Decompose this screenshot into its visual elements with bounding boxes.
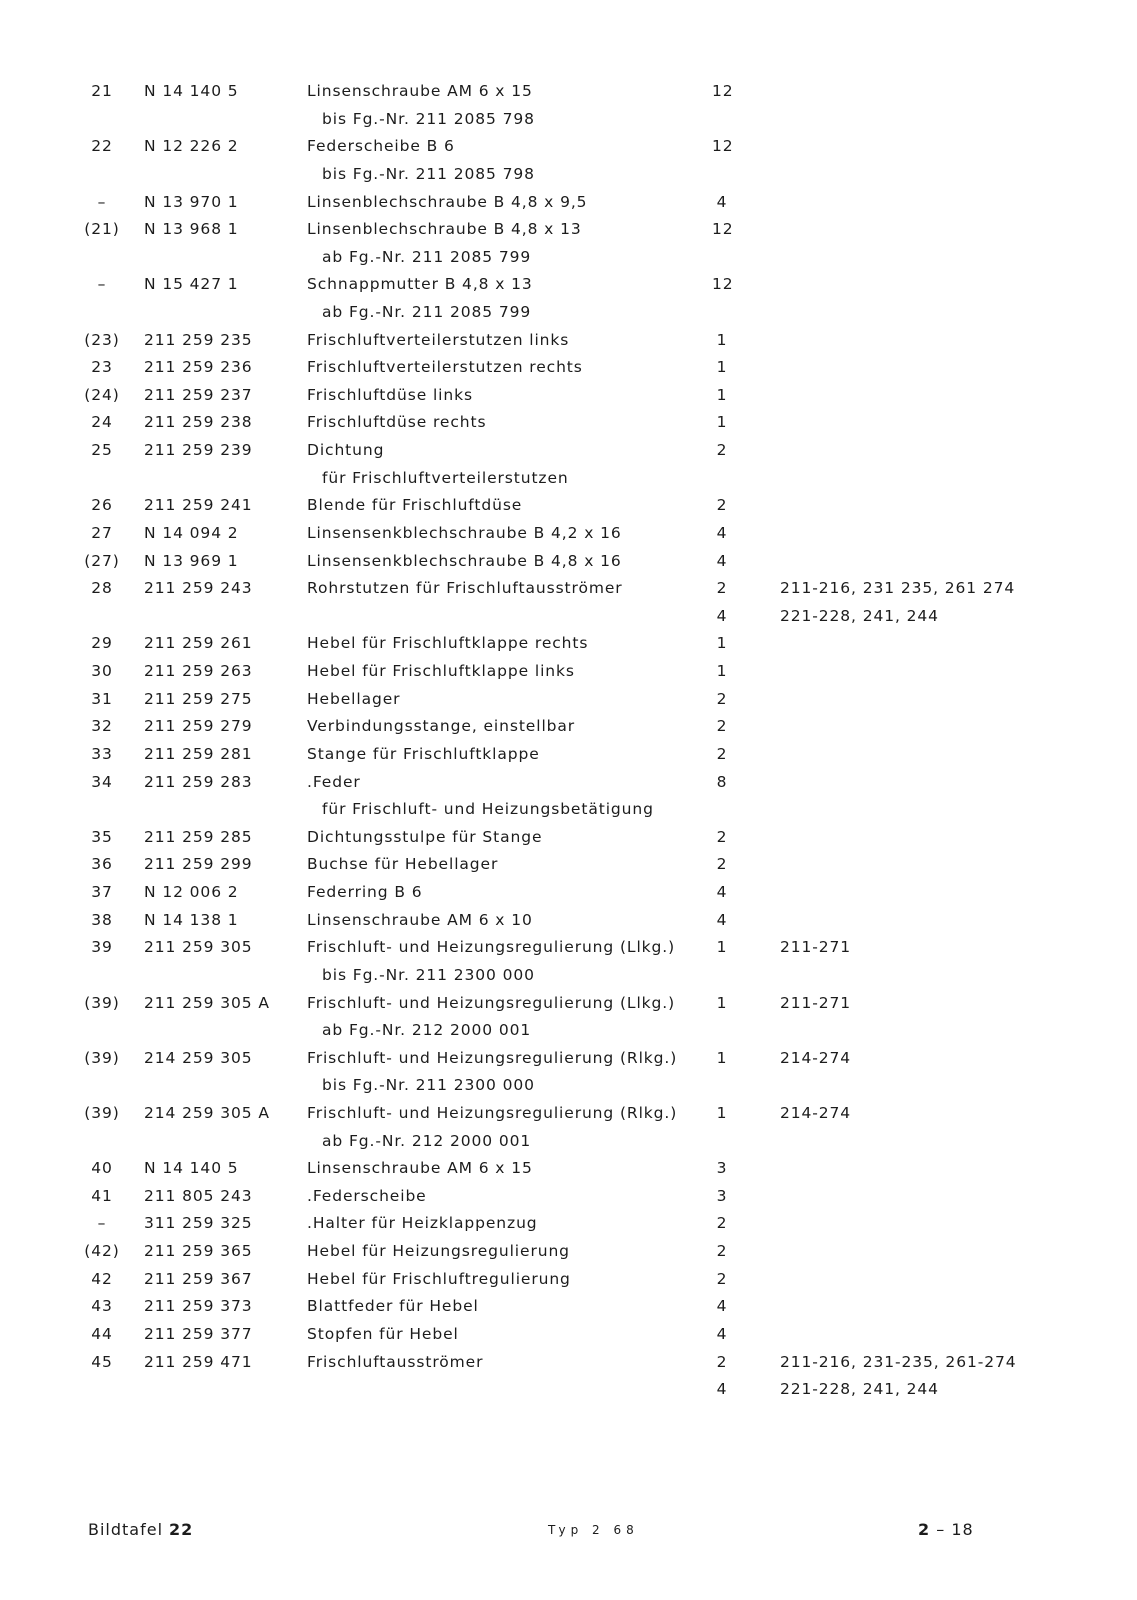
- model-note: 211-216, 231 235, 261 274: [780, 579, 1016, 598]
- part-description: Frischluftausströmer: [307, 1352, 484, 1371]
- part-description: Frischluftdüse links: [307, 385, 473, 404]
- parts-row: [0, 1044, 1137, 1072]
- part-description: bis Fg.-Nr. 211 2300 000: [322, 965, 535, 984]
- parts-row: [0, 629, 1137, 657]
- part-number: 211 259 305: [144, 938, 253, 957]
- position-number: (24): [84, 385, 120, 404]
- part-description: Frischluft- und Heizungsregulierung (Llkg.): [307, 993, 676, 1012]
- position-number: 36: [91, 855, 113, 874]
- parts-row: [0, 381, 1137, 409]
- part-description: Frischluftverteilerstutzen links: [307, 330, 570, 349]
- parts-row: [0, 961, 1137, 989]
- part-number: 311 259 325: [144, 1214, 253, 1233]
- parts-row: [0, 1237, 1137, 1265]
- position-number: 26: [91, 496, 113, 515]
- quantity: 2: [716, 441, 728, 460]
- part-number: 211 259 239: [144, 441, 253, 460]
- parts-row: [0, 519, 1137, 547]
- quantity: 1: [716, 993, 728, 1012]
- part-description: ab Fg.-Nr. 211 2085 799: [322, 247, 532, 266]
- quantity: 1: [716, 413, 728, 432]
- part-description: Frischluft- und Heizungsregulierung (Llkg.): [307, 938, 676, 957]
- parts-row: [0, 1348, 1137, 1376]
- part-description: Frischluft- und Heizungsregulierung (Rlkg.): [307, 1048, 678, 1067]
- model-note: 214-274: [780, 1103, 852, 1122]
- quantity: 2: [716, 1214, 728, 1233]
- part-description: Linsenschraube AM 6 x 10: [307, 910, 533, 929]
- parts-row: [0, 878, 1137, 906]
- parts-row: [0, 1154, 1137, 1182]
- part-description: Linsenblechschraube B 4,8 x 9,5: [307, 192, 588, 211]
- quantity: 2: [716, 855, 728, 874]
- part-description: Hebel für Frischluftklappe rechts: [307, 634, 589, 653]
- quantity: 1: [716, 938, 728, 957]
- quantity: 1: [716, 1103, 728, 1122]
- quantity: 4: [716, 192, 728, 211]
- parts-row: [0, 768, 1137, 796]
- model-note: 211-271: [780, 938, 852, 957]
- position-number: 45: [91, 1352, 113, 1371]
- position-number: 41: [91, 1186, 113, 1205]
- quantity: 2: [716, 1242, 728, 1260]
- parts-row: [0, 188, 1137, 216]
- part-number: 211 259 235: [144, 330, 253, 349]
- part-number: 211 259 241: [144, 496, 253, 515]
- position-number: –: [97, 275, 107, 294]
- part-number: 211 259 367: [144, 1269, 253, 1288]
- part-number: 211 259 275: [144, 689, 253, 708]
- position-number: –: [97, 1214, 107, 1233]
- parts-row: [0, 491, 1137, 519]
- parts-row: [0, 740, 1137, 768]
- position-number: 37: [91, 883, 113, 901]
- part-description: Frischluftdüse rechts: [307, 413, 487, 432]
- parts-row: [0, 712, 1137, 740]
- part-number: 211 259 471: [144, 1352, 253, 1371]
- parts-row: [0, 105, 1137, 133]
- position-number: 24: [91, 413, 113, 432]
- part-number: N 13 968 1: [144, 220, 239, 239]
- part-description: für Frischluftverteilerstutzen: [322, 468, 569, 487]
- part-number: N 14 094 2: [144, 523, 239, 542]
- parts-row: [0, 823, 1137, 851]
- quantity: 4: [716, 883, 728, 901]
- part-number: 211 259 305 A: [144, 993, 270, 1012]
- parts-row: [0, 1127, 1137, 1155]
- position-number: (39): [84, 993, 120, 1012]
- part-description: bis Fg.-Nr. 211 2085 798: [322, 109, 535, 128]
- part-description: Hebel für Frischluftklappe links: [307, 662, 575, 680]
- part-number: N 13 970 1: [144, 192, 239, 211]
- part-description: .Feder: [307, 772, 361, 791]
- part-description: Linsenschraube AM 6 x 15: [307, 1159, 533, 1178]
- part-description: ab Fg.-Nr. 212 2000 001: [322, 1131, 532, 1150]
- part-description: Hebel für Frischluftregulierung: [307, 1269, 571, 1288]
- quantity: 1: [716, 662, 728, 680]
- part-description: .Federscheibe: [307, 1186, 427, 1205]
- position-number: 44: [91, 1324, 113, 1343]
- parts-row: [0, 436, 1137, 464]
- parts-row: [0, 1375, 1137, 1403]
- part-number: N 14 140 5: [144, 82, 239, 100]
- quantity: 2: [716, 1352, 728, 1371]
- part-number: 211 259 263: [144, 662, 253, 680]
- plate-label-text: Bildtafel: [88, 1520, 164, 1539]
- quantity: 2: [716, 827, 728, 846]
- part-description: Stange für Frischluftklappe: [307, 744, 540, 763]
- position-number: (39): [84, 1048, 120, 1067]
- quantity: 12: [712, 82, 734, 100]
- position-number: –: [97, 192, 107, 211]
- parts-row: [0, 1016, 1137, 1044]
- position-number: 25: [91, 441, 113, 460]
- part-number: 211 259 279: [144, 717, 253, 736]
- part-description: Buchse für Hebellager: [307, 855, 499, 874]
- quantity: 2: [716, 717, 728, 736]
- quantity: 2: [716, 744, 728, 763]
- parts-row: [0, 1320, 1137, 1348]
- quantity: 1: [716, 634, 728, 653]
- parts-row: [0, 1265, 1137, 1293]
- part-description: bis Fg.-Nr. 211 2300 000: [322, 1076, 535, 1095]
- quantity: 12: [712, 275, 734, 294]
- quantity: 1: [716, 1048, 728, 1067]
- position-number: 31: [91, 689, 113, 708]
- part-description: Frischluftverteilerstutzen rechts: [307, 358, 583, 377]
- part-number: 211 259 261: [144, 634, 253, 653]
- part-description: Verbindungsstange, einstellbar: [307, 717, 576, 736]
- quantity: 1: [716, 358, 728, 377]
- parts-row: [0, 906, 1137, 934]
- part-description: für Frischluft- und Heizungsbetätigung: [322, 800, 654, 819]
- position-number: 34: [91, 772, 113, 791]
- parts-row: [0, 574, 1137, 602]
- quantity: 1: [716, 330, 728, 349]
- part-description: Hebel für Heizungsregulierung: [307, 1242, 570, 1260]
- part-number: 211 259 377: [144, 1324, 253, 1343]
- part-description: ab Fg.-Nr. 212 2000 001: [322, 1021, 532, 1040]
- parts-row: [0, 547, 1137, 575]
- position-number: 21: [91, 82, 113, 100]
- quantity: 2: [716, 689, 728, 708]
- part-number: 211 259 237: [144, 385, 253, 404]
- position-number: (23): [84, 330, 120, 349]
- parts-row: [0, 602, 1137, 630]
- position-number: 32: [91, 717, 113, 736]
- part-description: Stopfen für Hebel: [307, 1324, 459, 1343]
- parts-row: [0, 850, 1137, 878]
- quantity: 4: [716, 551, 728, 570]
- position-number: 22: [91, 137, 113, 156]
- part-number: 211 259 299: [144, 855, 253, 874]
- part-number: N 12 226 2: [144, 137, 239, 156]
- part-description: Schnappmutter B 4,8 x 13: [307, 275, 533, 294]
- position-number: (21): [84, 220, 120, 239]
- part-number: 211 259 365: [144, 1242, 253, 1260]
- part-number: N 13 969 1: [144, 551, 239, 570]
- part-description: ab Fg.-Nr. 211 2085 799: [322, 303, 532, 321]
- quantity: 12: [712, 220, 734, 239]
- page-section: 2: [918, 1520, 931, 1539]
- part-number: 211 259 283: [144, 772, 253, 791]
- page-number: [918, 1515, 974, 1545]
- part-description: Linsensenkblechschraube B 4,2 x 16: [307, 523, 622, 542]
- page-separator: –: [936, 1520, 946, 1539]
- position-number: 38: [91, 910, 113, 929]
- parts-row: [0, 160, 1137, 188]
- part-number: N 14 140 5: [144, 1159, 239, 1178]
- type-label: Typ 2 68: [548, 1523, 639, 1537]
- position-number: (42): [84, 1242, 120, 1260]
- quantity: 4: [716, 910, 728, 929]
- model-note: 214-274: [780, 1048, 852, 1067]
- quantity: 4: [716, 523, 728, 542]
- part-description: Dichtung: [307, 441, 385, 460]
- parts-row: [0, 298, 1137, 326]
- parts-row: [0, 657, 1137, 685]
- position-number: 33: [91, 744, 113, 763]
- position-number: (27): [84, 551, 120, 570]
- position-number: 43: [91, 1297, 113, 1316]
- plate-label: [88, 1515, 193, 1545]
- part-number: 211 259 281: [144, 744, 253, 763]
- model-note: 221-228, 241, 244: [780, 606, 939, 625]
- parts-row: [0, 989, 1137, 1017]
- quantity: 4: [716, 1297, 728, 1316]
- part-number: 214 259 305 A: [144, 1103, 270, 1122]
- position-number: 27: [91, 523, 113, 542]
- parts-row: [0, 1182, 1137, 1210]
- parts-row: [0, 1292, 1137, 1320]
- quantity: 2: [716, 496, 728, 515]
- parts-row: [0, 933, 1137, 961]
- part-number: 211 259 238: [144, 413, 253, 432]
- quantity: 4: [716, 606, 728, 625]
- part-description: Rohrstutzen für Frischluftausströmer: [307, 579, 623, 598]
- position-number: 40: [91, 1159, 113, 1178]
- part-number: 211 259 373: [144, 1297, 253, 1316]
- position-number: 28: [91, 579, 113, 598]
- parts-row: [0, 685, 1137, 713]
- parts-row: [0, 215, 1137, 243]
- part-description: Federscheibe B 6: [307, 137, 455, 156]
- part-number: 211 259 236: [144, 358, 253, 377]
- plate-number: 22: [169, 1520, 194, 1539]
- parts-row: [0, 464, 1137, 492]
- part-description: Dichtungsstulpe für Stange: [307, 827, 543, 846]
- quantity: 1: [716, 385, 728, 404]
- quantity: 2: [716, 1269, 728, 1288]
- page-number-value: 18: [951, 1520, 974, 1539]
- part-description: Blattfeder für Hebel: [307, 1297, 479, 1316]
- part-number: N 12 006 2: [144, 883, 239, 901]
- position-number: 39: [91, 938, 113, 957]
- part-description: Frischluft- und Heizungsregulierung (Rlkg.): [307, 1103, 678, 1122]
- parts-row: [0, 408, 1137, 436]
- model-note: 211-271: [780, 993, 852, 1012]
- parts-row: [0, 77, 1137, 105]
- position-number: 30: [91, 662, 113, 680]
- part-number: N 15 427 1: [144, 275, 239, 294]
- part-number: 211 259 243: [144, 579, 253, 598]
- part-description: Blende für Frischluftdüse: [307, 496, 523, 515]
- quantity: 4: [716, 1380, 728, 1399]
- quantity: 8: [716, 772, 728, 791]
- parts-row: [0, 1209, 1137, 1237]
- parts-row: [0, 270, 1137, 298]
- part-description: Hebellager: [307, 689, 401, 708]
- part-description: Linsenschraube AM 6 x 15: [307, 82, 533, 100]
- position-number: 29: [91, 634, 113, 653]
- position-number: (39): [84, 1103, 120, 1122]
- part-number: 214 259 305: [144, 1048, 253, 1067]
- parts-row: [0, 243, 1137, 271]
- quantity: 3: [716, 1186, 728, 1205]
- part-description: Federring B 6: [307, 883, 423, 901]
- parts-row: [0, 795, 1137, 823]
- part-number: 211 259 285: [144, 827, 253, 846]
- model-note: 221-228, 241, 244: [780, 1380, 939, 1399]
- model-note: 211-216, 231-235, 261-274: [780, 1352, 1017, 1371]
- part-description: .Halter für Heizklappenzug: [307, 1214, 538, 1233]
- parts-row: [0, 132, 1137, 160]
- position-number: 42: [91, 1269, 113, 1288]
- parts-row: [0, 1099, 1137, 1127]
- quantity: 3: [716, 1159, 728, 1178]
- position-number: 23: [91, 358, 113, 377]
- part-description: Linsenblechschraube B 4,8 x 13: [307, 220, 582, 239]
- quantity: 2: [716, 579, 728, 598]
- quantity: 4: [716, 1324, 728, 1343]
- part-number: N 14 138 1: [144, 910, 239, 929]
- part-description: bis Fg.-Nr. 211 2085 798: [322, 164, 535, 183]
- parts-row: [0, 326, 1137, 354]
- part-number: 211 805 243: [144, 1186, 253, 1205]
- parts-row: [0, 353, 1137, 381]
- part-description: Linsensenkblechschraube B 4,8 x 16: [307, 551, 622, 570]
- parts-row: [0, 1071, 1137, 1099]
- quantity: 12: [712, 137, 734, 156]
- position-number: 35: [91, 827, 113, 846]
